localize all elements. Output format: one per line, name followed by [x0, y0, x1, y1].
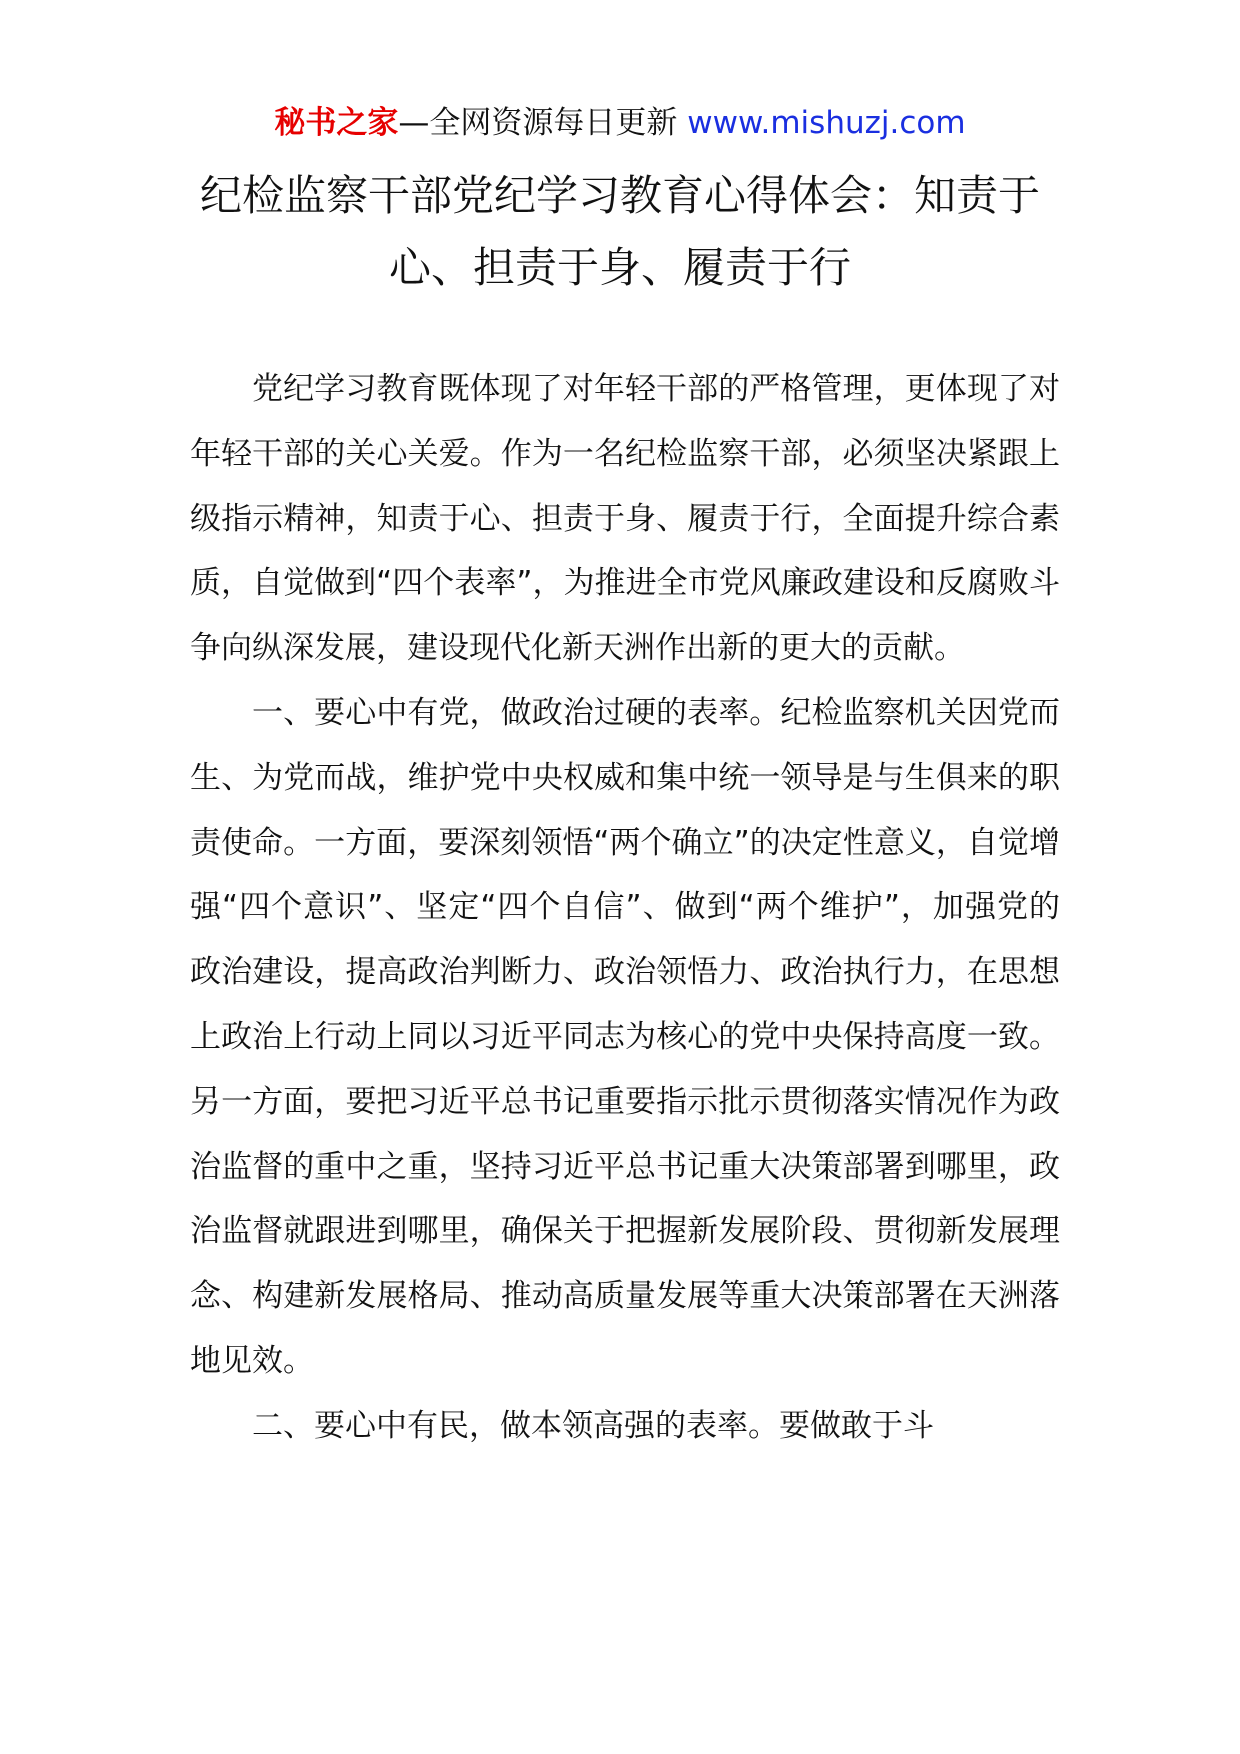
title-line-1: 纪检监察干部党纪学习教育心得体会：知责于	[199, 171, 1040, 220]
site-url-link[interactable]: www.mishuzj.com	[687, 105, 966, 141]
title-line-2: 心、担责于身、履责于行	[388, 243, 851, 292]
header-banner	[0, 100, 1240, 146]
paragraph-intro: 党纪学习教育既体现了对年轻干部的严格管理，更体现了对年轻干部的关心关爱。作为一名纪检监察干部，必须坚决紧跟上级指示精神，知责于心、担责于身、履责于行，全面提升综合素质，自觉做到“四个表率”，为推进全市党风廉政建设和反腐败斗争向纵深发展，建设现代化新天洲作出新的更大的贡献。	[190, 371, 1060, 667]
paragraph-section-1: 一、要心中有党，做政治过硬的表率。纪检监察机关因党而生、为党而战，维护党中央权威和集中统一领导是与生俱来的职责使命。一方面，要深刻领悟“两个确立”的决定性意义，自觉增强“四个意识”、坚定“四个自信”、做到“两个维护”，加强党的政治建设，提高政治判断力、政治领悟力、政治执行力，在思想上政治上行动上同以习近平同志为核心的党中央保持高度一致。另一方面，要把习近平总书记重要指示批示贯彻落实情况作为政治监督的重中之重，坚持习近平总书记重大决策部署到哪里，政治监督就跟进到哪里，确保关于把握新发展阶段、贯彻新发展理念、构建新发展格局、推动高质量发展等重大决策部署在天洲落地见效。	[190, 694, 1060, 1379]
paragraph-section-2: 二、要心中有民，做本领高强的表率。要做敢于斗	[252, 1407, 934, 1444]
brand-name: 秘书之家	[274, 105, 399, 141]
document-title	[120, 160, 1120, 304]
document-body	[190, 357, 1060, 1459]
header-tagline: —全网资源每日更新	[398, 105, 688, 141]
